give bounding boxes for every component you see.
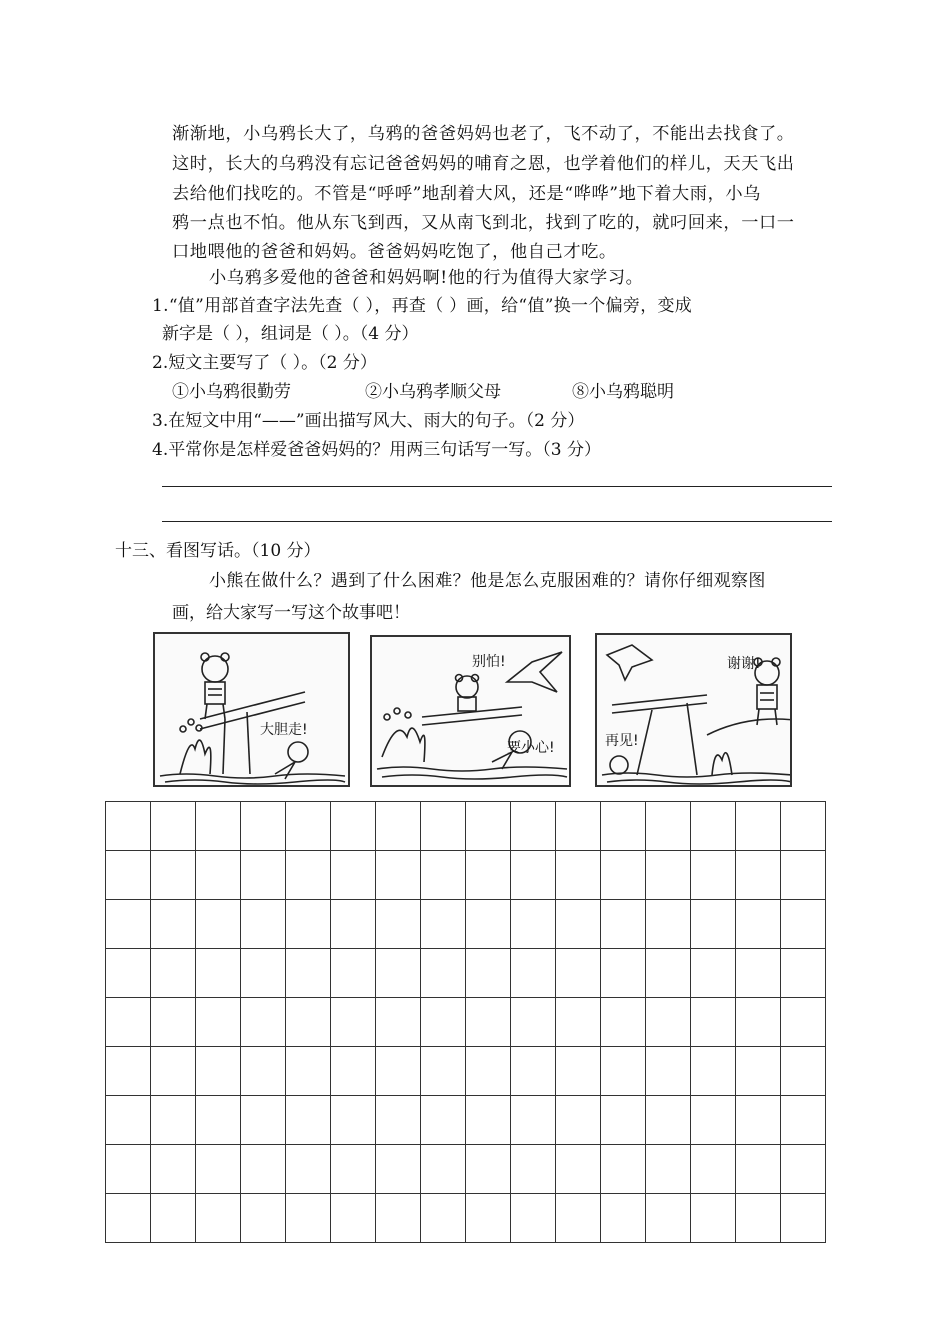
panel-1-speech: 大胆走! <box>260 722 308 738</box>
grid-cell[interactable] <box>511 1047 556 1096</box>
grid-cell[interactable] <box>376 949 421 998</box>
grid-cell[interactable] <box>601 900 646 949</box>
grid-cell[interactable] <box>106 1096 151 1145</box>
question-1-line-2: 新字是（ ），组词是（ ）。（4 分） <box>162 324 419 344</box>
grid-cell[interactable] <box>196 1047 241 1096</box>
question-1-line-1: 1.“值”用部首查字法先查（ ），再查（ ）画，给“值”换一个偏旁，变成 <box>152 296 693 316</box>
grid-cell[interactable] <box>241 900 286 949</box>
bear-on-bridge-illustration <box>155 634 350 787</box>
grid-cell[interactable] <box>286 1145 331 1194</box>
grid-cell[interactable] <box>241 1047 286 1096</box>
grid-cell[interactable] <box>106 851 151 900</box>
grid-cell[interactable] <box>241 1096 286 1145</box>
grid-cell[interactable] <box>601 1096 646 1145</box>
grid-cell[interactable] <box>556 949 601 998</box>
grid-cell[interactable] <box>781 851 826 900</box>
grid-cell[interactable] <box>646 1145 691 1194</box>
grid-cell[interactable] <box>646 1047 691 1096</box>
grid-cell[interactable] <box>376 1145 421 1194</box>
grid-cell[interactable] <box>421 998 466 1047</box>
grid-cell[interactable] <box>511 900 556 949</box>
grid-cell[interactable] <box>196 851 241 900</box>
grid-cell[interactable] <box>781 1096 826 1145</box>
grid-cell[interactable] <box>781 1194 826 1243</box>
grid-cell[interactable] <box>646 998 691 1047</box>
grid-cell[interactable] <box>736 1194 781 1243</box>
grid-row <box>106 949 826 998</box>
grid-cell[interactable] <box>286 998 331 1047</box>
grid-cell[interactable] <box>691 1096 736 1145</box>
grid-cell[interactable] <box>646 802 691 851</box>
grid-cell[interactable] <box>736 851 781 900</box>
story-line-5: 口地喂他的爸爸和妈妈。爸爸妈妈吃饱了，他自己才吃。 <box>172 242 617 262</box>
grid-cell[interactable] <box>691 998 736 1047</box>
panel-3-speech-top: 谢谢! <box>727 656 761 672</box>
grid-cell[interactable] <box>466 949 511 998</box>
grid-row <box>106 851 826 900</box>
grid-cell[interactable] <box>376 998 421 1047</box>
grid-cell[interactable] <box>646 900 691 949</box>
grid-cell[interactable] <box>376 1194 421 1243</box>
grid-cell[interactable] <box>106 949 151 998</box>
grid-cell[interactable] <box>466 851 511 900</box>
grid-cell[interactable] <box>106 900 151 949</box>
grid-cell[interactable] <box>331 1145 376 1194</box>
story-line-2: 这时，长大的乌鸦没有忘记爸爸妈妈的哺育之恩，也学着他们的样儿，天天飞出 <box>172 154 795 174</box>
grid-cell[interactable] <box>511 998 556 1047</box>
grid-cell[interactable] <box>286 851 331 900</box>
grid-cell[interactable] <box>511 1096 556 1145</box>
grid-row <box>106 1096 826 1145</box>
grid-cell[interactable] <box>646 1096 691 1145</box>
grid-cell[interactable] <box>196 949 241 998</box>
grid-cell[interactable] <box>601 851 646 900</box>
grid-cell[interactable] <box>196 1194 241 1243</box>
grid-cell[interactable] <box>466 1194 511 1243</box>
section-13-prompt-line-2: 画，给大家写一写这个故事吧！ <box>172 603 410 623</box>
panel-2-speech-top: 别怕! <box>472 654 506 670</box>
panel-3-speech-bottom: 再见! <box>605 733 639 749</box>
picture-panel-3 <box>595 633 792 787</box>
grid-cell[interactable] <box>736 949 781 998</box>
grid-cell[interactable] <box>601 1145 646 1194</box>
grid-cell[interactable] <box>286 802 331 851</box>
grid-cell[interactable] <box>241 998 286 1047</box>
grid-cell[interactable] <box>781 949 826 998</box>
bear-thanks-illustration <box>597 635 792 787</box>
story-line-1: 渐渐地，小乌鸦长大了，乌鸦的爸爸妈妈也老了，飞不动了，不能出去找食了。 <box>172 124 795 144</box>
grid-cell[interactable] <box>736 900 781 949</box>
grid-cell[interactable] <box>421 851 466 900</box>
grid-cell[interactable] <box>601 998 646 1047</box>
grid-row <box>106 1194 826 1243</box>
grid-cell[interactable] <box>691 949 736 998</box>
grid-cell[interactable] <box>196 1096 241 1145</box>
grid-cell[interactable] <box>331 851 376 900</box>
grid-cell[interactable] <box>421 949 466 998</box>
grid-cell[interactable] <box>421 1047 466 1096</box>
grid-cell[interactable] <box>691 1145 736 1194</box>
question-4: 4.平常你是怎样爱爸爸妈妈的？用两三句话写一写。（3 分） <box>152 440 601 460</box>
grid-cell[interactable] <box>286 1096 331 1145</box>
grid-cell[interactable] <box>151 949 196 998</box>
grid-cell[interactable] <box>736 1047 781 1096</box>
grid-cell[interactable] <box>466 1047 511 1096</box>
grid-cell[interactable] <box>646 851 691 900</box>
grid-cell[interactable] <box>511 851 556 900</box>
grid-cell[interactable] <box>466 1145 511 1194</box>
grid-cell[interactable] <box>151 851 196 900</box>
grid-cell[interactable] <box>691 1194 736 1243</box>
grid-cell[interactable] <box>196 900 241 949</box>
grid-cell[interactable] <box>601 802 646 851</box>
grid-cell[interactable] <box>646 949 691 998</box>
grid-cell[interactable] <box>196 802 241 851</box>
grid-cell[interactable] <box>151 1145 196 1194</box>
picture-panel-2 <box>370 635 571 787</box>
question-2-option-2: ②小乌鸦孝顺父母 <box>365 382 501 402</box>
writing-grid[interactable] <box>105 801 826 1243</box>
grid-cell[interactable] <box>781 998 826 1047</box>
grid-cell[interactable] <box>196 1145 241 1194</box>
grid-cell[interactable] <box>151 1194 196 1243</box>
grid-cell[interactable] <box>286 949 331 998</box>
grid-cell[interactable] <box>376 1096 421 1145</box>
grid-cell[interactable] <box>151 998 196 1047</box>
grid-cell[interactable] <box>106 998 151 1047</box>
grid-cell[interactable] <box>241 802 286 851</box>
grid-cell[interactable] <box>241 1145 286 1194</box>
grid-cell[interactable] <box>511 802 556 851</box>
grid-cell[interactable] <box>466 998 511 1047</box>
grid-cell[interactable] <box>106 802 151 851</box>
grid-cell[interactable] <box>331 998 376 1047</box>
grid-cell[interactable] <box>781 1145 826 1194</box>
grid-cell[interactable] <box>601 949 646 998</box>
grid-cell[interactable] <box>331 949 376 998</box>
question-3: 3.在短文中用“——”画出描写风大、雨大的句子。（2 分） <box>152 411 585 431</box>
grid-cell[interactable] <box>781 1047 826 1096</box>
grid-cell[interactable] <box>106 1145 151 1194</box>
grid-row <box>106 1145 826 1194</box>
grid-cell[interactable] <box>421 1145 466 1194</box>
question-2-option-1: ①小乌鸦很勤劳 <box>172 382 291 402</box>
grid-cell[interactable] <box>691 900 736 949</box>
grid-cell[interactable] <box>736 1145 781 1194</box>
grid-cell[interactable] <box>376 1047 421 1096</box>
grid-cell[interactable] <box>736 802 781 851</box>
grid-cell[interactable] <box>556 1145 601 1194</box>
grid-cell[interactable] <box>286 900 331 949</box>
story-line-4: 鸦一点也不怕。他从东飞到西，又从南飞到北，找到了吃的，就叼回来，一口一 <box>172 213 795 233</box>
grid-cell[interactable] <box>151 900 196 949</box>
grid-cell[interactable] <box>511 1194 556 1243</box>
grid-cell[interactable] <box>376 802 421 851</box>
grid-cell[interactable] <box>511 1145 556 1194</box>
story-line-3: 去给他们找吃的。不管是“呼呼”地刮着大风，还是“哗哗”地下着大雨，小乌 <box>172 184 761 204</box>
grid-cell[interactable] <box>466 802 511 851</box>
grid-cell[interactable] <box>286 1194 331 1243</box>
grid-cell[interactable] <box>736 998 781 1047</box>
story-closing: 小乌鸦多爱他的爸爸和妈妈啊!他的行为值得大家学习。 <box>209 268 644 288</box>
grid-cell[interactable] <box>331 802 376 851</box>
grid-cell[interactable] <box>286 1047 331 1096</box>
grid-cell[interactable] <box>331 1194 376 1243</box>
grid-row <box>106 802 826 851</box>
grid-cell[interactable] <box>241 949 286 998</box>
grid-cell[interactable] <box>421 1194 466 1243</box>
picture-panel-1 <box>153 632 350 787</box>
grid-cell[interactable] <box>376 851 421 900</box>
grid-cell[interactable] <box>331 900 376 949</box>
grid-cell[interactable] <box>466 900 511 949</box>
grid-cell[interactable] <box>601 1194 646 1243</box>
grid-cell[interactable] <box>736 1096 781 1145</box>
grid-cell[interactable] <box>466 1096 511 1145</box>
section-13-prompt-line-1: 小熊在做什么？遇到了什么困难？他是怎么克服困难的？请你仔细观察图 <box>209 571 766 591</box>
grid-cell[interactable] <box>781 802 826 851</box>
grid-cell[interactable] <box>781 900 826 949</box>
grid-cell[interactable] <box>691 802 736 851</box>
question-2-option-3: ⑧小乌鸦聪明 <box>572 382 674 402</box>
section-13-title: 十三、看图写话。（10 分） <box>115 541 321 561</box>
grid-cell[interactable] <box>556 998 601 1047</box>
grid-cell[interactable] <box>646 1194 691 1243</box>
panel-2-speech-bottom: 要小心! <box>507 740 555 756</box>
answer-line-1[interactable] <box>162 486 832 487</box>
grid-cell[interactable] <box>556 1047 601 1096</box>
grid-cell[interactable] <box>151 802 196 851</box>
grid-row <box>106 998 826 1047</box>
question-2: 2.短文主要写了（ ）。（2 分） <box>152 353 377 373</box>
answer-line-2[interactable] <box>162 521 832 522</box>
grid-cell[interactable] <box>556 851 601 900</box>
grid-cell[interactable] <box>331 1047 376 1096</box>
grid-cell[interactable] <box>241 851 286 900</box>
grid-cell[interactable] <box>556 1096 601 1145</box>
grid-cell[interactable] <box>601 1047 646 1096</box>
grid-cell[interactable] <box>376 900 421 949</box>
grid-cell[interactable] <box>691 1047 736 1096</box>
grid-cell[interactable] <box>556 802 601 851</box>
grid-row <box>106 1047 826 1096</box>
grid-cell[interactable] <box>196 998 241 1047</box>
grid-cell[interactable] <box>556 900 601 949</box>
grid-cell[interactable] <box>106 1047 151 1096</box>
grid-cell[interactable] <box>421 802 466 851</box>
grid-cell[interactable] <box>421 1096 466 1145</box>
grid-cell[interactable] <box>511 949 556 998</box>
grid-cell[interactable] <box>151 1096 196 1145</box>
grid-cell[interactable] <box>691 851 736 900</box>
grid-cell[interactable] <box>106 1194 151 1243</box>
grid-cell[interactable] <box>421 900 466 949</box>
grid-row <box>106 900 826 949</box>
grid-cell[interactable] <box>151 1047 196 1096</box>
grid-cell[interactable] <box>556 1194 601 1243</box>
grid-cell[interactable] <box>241 1194 286 1243</box>
grid-cell[interactable] <box>331 1096 376 1145</box>
